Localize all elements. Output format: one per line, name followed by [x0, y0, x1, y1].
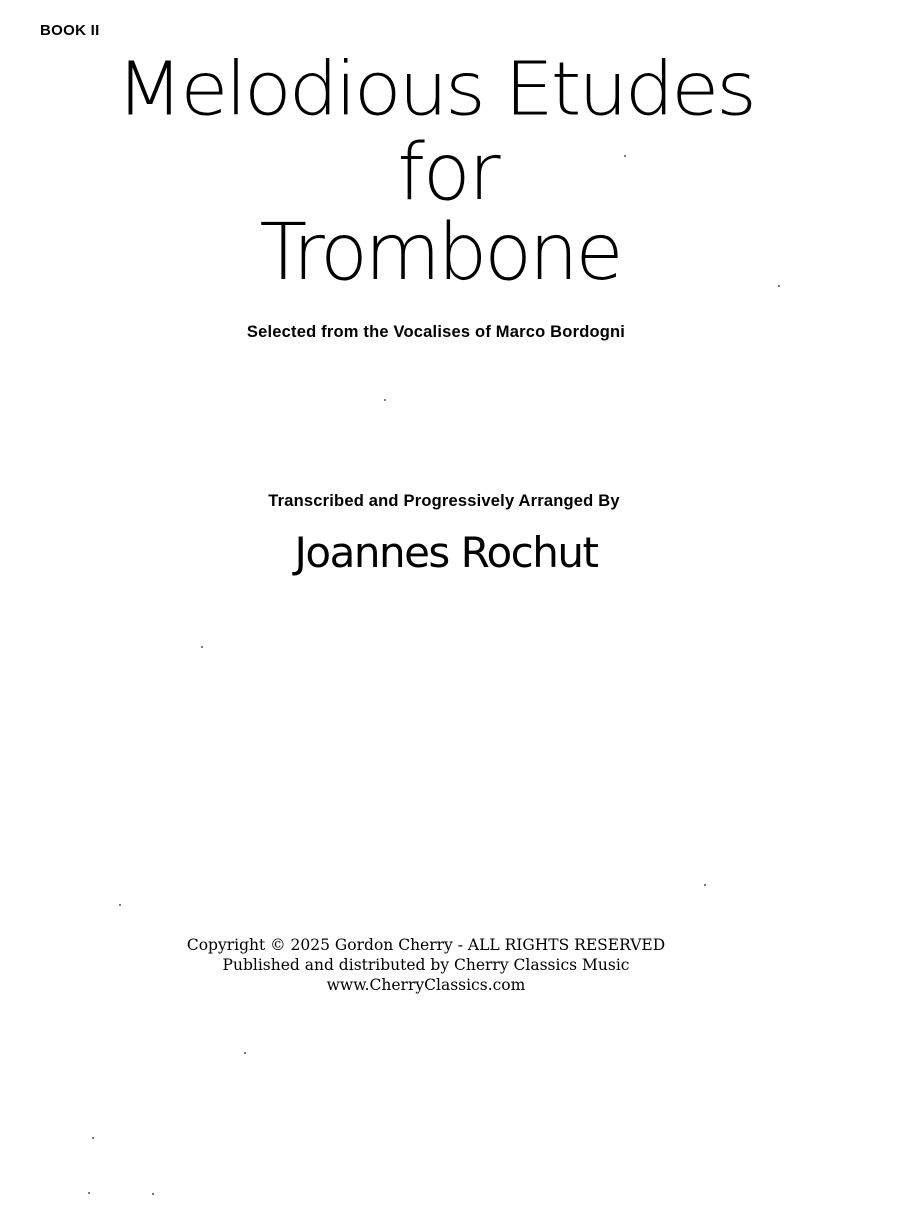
scan-speck: [201, 646, 203, 648]
scan-speck: [384, 399, 386, 401]
scan-speck: [704, 884, 706, 886]
arranged-by-label: Transcribed and Progressively Arranged By: [268, 492, 620, 510]
title-line-1: Melodious Etudes: [116, 47, 754, 133]
scan-speck: [624, 155, 626, 157]
copyright-block: [0, 935, 876, 995]
book-label: BOOK II: [40, 22, 100, 39]
title-line-2: for: [397, 128, 499, 218]
title-line-3: Trombone: [259, 208, 621, 298]
scan-speck: [244, 1052, 246, 1054]
scan-speck: [92, 1137, 94, 1139]
copyright-notice: Copyright © 2025 Gordon Cherry - ALL RIGHTS RESERVED: [186, 936, 666, 954]
publisher-notice: Published and distributed by Cherry Classics Music: [222, 956, 630, 974]
scan-speck: [778, 285, 780, 287]
arranger-name: Joannes Rochut: [294, 528, 598, 577]
scan-speck: [152, 1193, 154, 1195]
subtitle: Selected from the Vocalises of Marco Bordogni: [246, 323, 626, 341]
scan-speck: [119, 904, 121, 906]
website-link[interactable]: www.CherryClassics.com: [326, 976, 526, 994]
scan-speck: [88, 1192, 90, 1194]
